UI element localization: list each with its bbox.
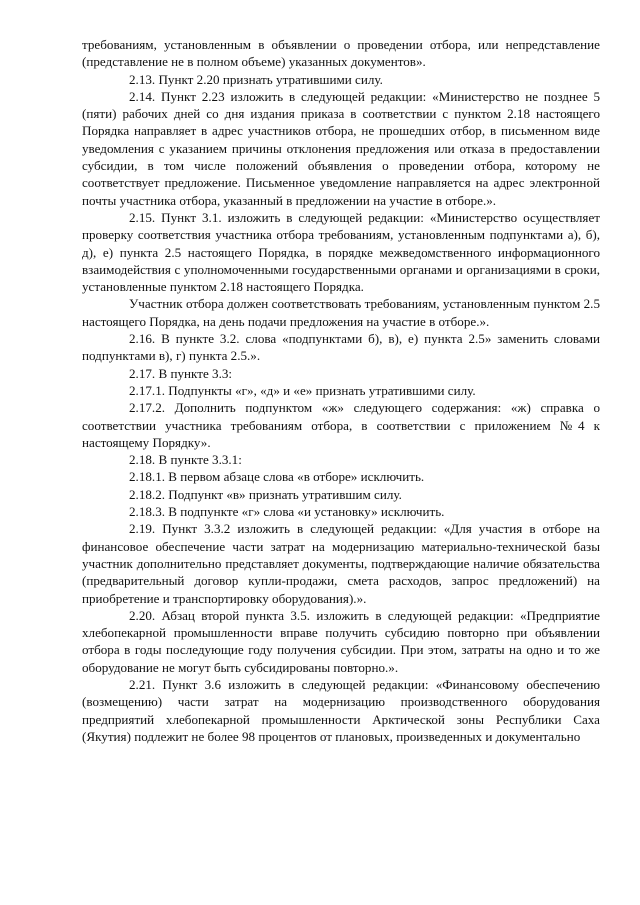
paragraph-2-17-1: 2.17.1. Подпункты «г», «д» и «е» признать утратившими силу. [129,382,476,398]
paragraph-2-14: 2.14. Пункт 2.23 изложить в следующей редакции: «Министерство не позднее 5 (пяти) рабочих дней со дня издания приказа в соответствии с пунктом 2.18 настоящего Порядка направляет в адрес участников отбора, не прошедших отбор, в письменном виде уведомления с указанием причины отклонения предложения или отказа в предоставлении субсидии, в том числе положений объявления о проведении отбора, которому не соответствует предложение. Письменное уведомление направляется на адрес электронной почты участника отбора, указанный в предложении на участие в отборе.». [82,88,600,208]
paragraph-2-17: 2.17. В пункте 3.3: [129,365,233,381]
paragraph-2-17-2: 2.17.2. Дополнить подпунктом «ж» следующего содержания: «ж) справка о соответствии участника требованиям отбора, в соответствии с приложением №4 к настоящему Порядку». [82,400,600,450]
paragraph-2-20: 2.20. Абзац второй пункта 3.5. изложить в следующей редакции: «Предприятие хлебопекарной промышленности вправе получить субсидию повторно при объявлении отбора в годы последующие году получения субсидии. При этом, затраты на одно и то же оборудование не могут быть субсидированы повторно.». [82,607,600,675]
paragraph-2-13: 2.13. Пункт 2.20 признать утратившими силу. [129,71,383,87]
paragraph-2-15-participant: Участник отбора должен соответствовать требованиям, установленным пунктом 2.5 настоящего Порядка, на день подачи предложения на участие в отборе.». [82,296,600,329]
paragraph-2-21: 2.21. Пункт 3.6 изложить в следующей редакции: «Финансовому обеспечению (возмещению) части затрат на модернизацию производственного оборудования предприятий хлебопекарной промышленности Арктической зоны Республики Саха (Якутия) подлежит не более 98 процентов от плановых, произведенных и документально [82,676,600,744]
paragraph-2-19: 2.19. Пункт 3.3.2 изложить в следующей редакции: «Для участия в отборе на финансовое обеспечение части затрат на модернизацию материально-технической базы участник дополнительно представляет документы, подтверждающие наличие обязательства (предварительный договор купли-продажи, смета расходов, запрос предложений) на приобретение и транспортировку оборудования).». [82,521,600,606]
paragraph-2-15: 2.15. Пункт 3.1. изложить в следующей редакции: «Министерство осуществляет проверку соответствия участника отбора требованиям, установленным подпунктами а), б), д), е) пункта 2.5 настоящего Порядка, в порядке межведомственного информационного взаимодействия с уполномоченными государственными органами и организациями в сроки, установленные пунктом 2.18 настоящего Порядка. [82,209,600,295]
paragraph-2-18-1: 2.18.1. В первом абзаце слова «в отборе» исключить. [129,469,425,485]
paragraph-2-18: 2.18. В пункте 3.3.1: [129,452,242,468]
paragraph-2-16: 2.16. В пункте 3.2. слова «подпунктами б), в), е) пункта 2.5» заменить словами подпунктами в), г) пункта 2.5.». [82,331,600,364]
paragraph-2-18-3: 2.18.3. В подпункте «г» слова «и установку» исключить. [129,504,445,520]
paragraph-2-18-2: 2.18.2. Подпункт «в» признать утратившим силу. [129,486,402,502]
document-page [82,36,600,745]
paragraph-continuation: требованиям, установленным в объявлении о проведении отбора, или непредставление (представление не в полном объеме) указанных документов». [82,37,600,70]
